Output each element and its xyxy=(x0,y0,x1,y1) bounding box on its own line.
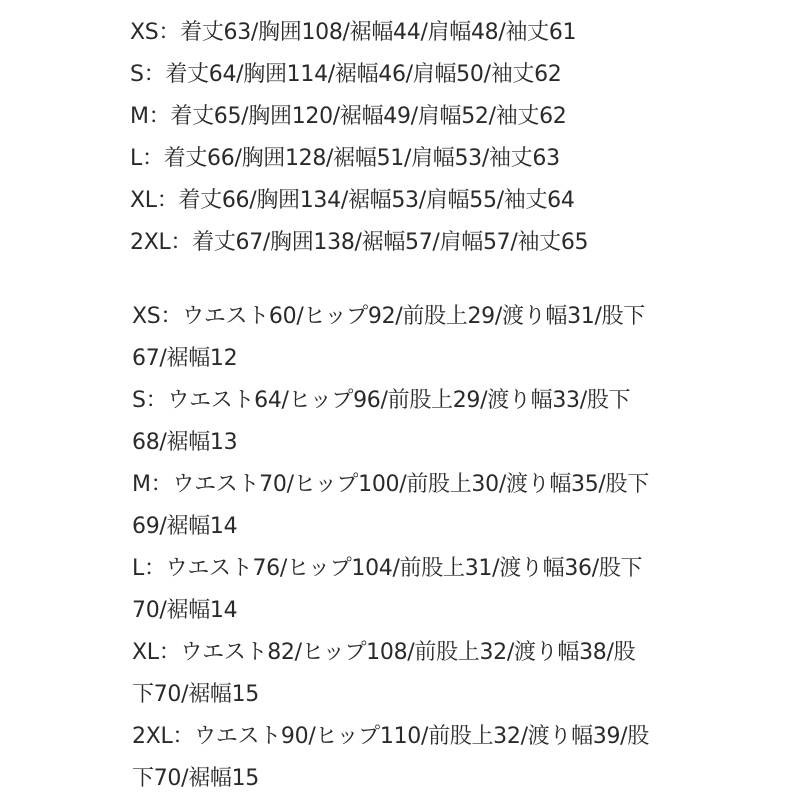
bottoms-size-list xyxy=(132,296,649,800)
bottoms-size-xs-line-2: 67/裾幅12 xyxy=(132,346,238,371)
bottoms-size-s-line-2: 68/裾幅13 xyxy=(132,430,238,455)
bottoms-size-xl-line-1: XL：ウエスト82/ヒップ108/前股上32/渡り幅38/股 xyxy=(132,640,636,665)
bottoms-size-xs-line-1: XS：ウエスト60/ヒップ92/前股上29/渡り幅31/股下 xyxy=(132,304,646,329)
bottoms-size-m-line-2: 69/裾幅14 xyxy=(132,514,238,539)
bottoms-size-l-line-2: 70/裾幅14 xyxy=(132,598,238,623)
bottoms-size-m-line-1: M：ウエスト70/ヒップ100/前股上30/渡り幅35/股下 xyxy=(132,472,649,497)
tops-size-l: L：着丈66/胸囲128/裾幅51/肩幅53/袖丈63 xyxy=(130,146,560,171)
tops-size-list xyxy=(130,12,588,264)
tops-size-xs: XS：着丈63/胸囲108/裾幅44/肩幅48/袖丈61 xyxy=(130,20,577,45)
tops-size-m: M：着丈65/胸囲120/裾幅49/肩幅52/袖丈62 xyxy=(130,104,567,129)
tops-size-xl: XL：着丈66/胸囲134/裾幅53/肩幅55/袖丈64 xyxy=(130,188,575,213)
tops-size-2xl: 2XL：着丈67/胸囲138/裾幅57/肩幅57/袖丈65 xyxy=(130,230,589,255)
tops-size-s: S：着丈64/胸囲114/裾幅46/肩幅50/袖丈62 xyxy=(130,62,562,87)
bottoms-size-s-line-1: S：ウエスト64/ヒップ96/前股上29/渡り幅33/股下 xyxy=(132,388,631,413)
bottoms-size-xl-line-2: 下70/裾幅15 xyxy=(132,682,260,707)
bottoms-size-2xl-line-1: 2XL：ウエスト90/ヒップ110/前股上32/渡り幅39/股 xyxy=(132,724,649,749)
bottoms-size-2xl-line-2: 下70/裾幅15 xyxy=(132,766,260,791)
bottoms-size-l-line-1: L：ウエスト76/ヒップ104/前股上31/渡り幅36/股下 xyxy=(132,556,643,581)
